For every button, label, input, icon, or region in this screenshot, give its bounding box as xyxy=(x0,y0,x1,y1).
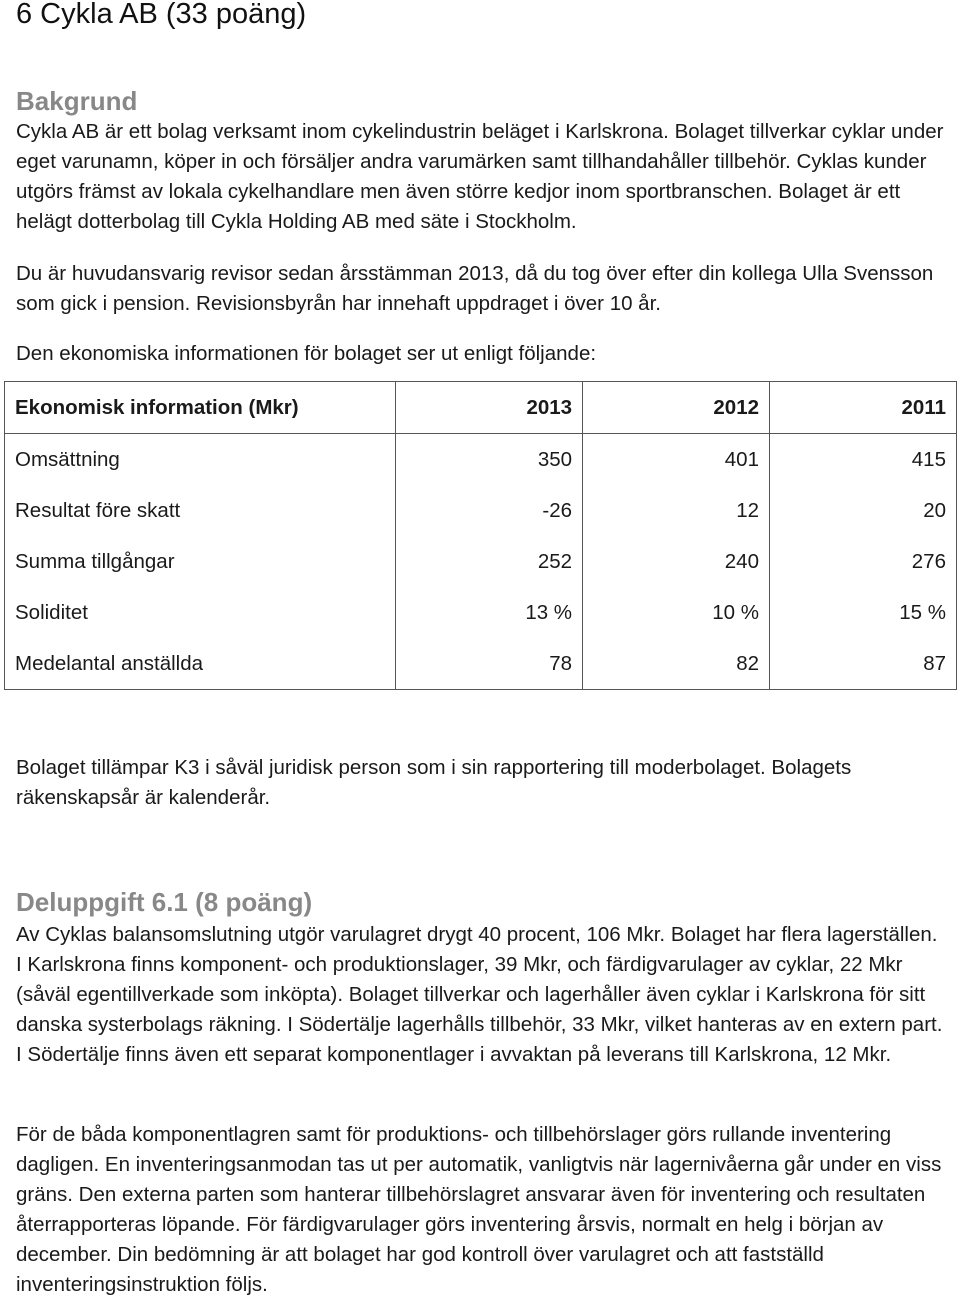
table-cell: 415 xyxy=(770,434,957,486)
table-cell: 401 xyxy=(583,434,770,486)
table-header-cell: 2013 xyxy=(396,382,583,434)
background-heading: Bakgrund xyxy=(16,86,138,116)
table-cell: Medelantal anställda xyxy=(5,638,396,690)
table-cell: Summa tillgångar xyxy=(5,536,396,587)
economic-info-table xyxy=(4,381,957,690)
table-cell: 82 xyxy=(583,638,770,690)
table-cell: 12 xyxy=(583,485,770,536)
table-cell: 78 xyxy=(396,638,583,690)
task-paragraph-1: Av Cyklas balansomslutning utgör varulagret drygt 40 procent, 106 Mkr. Bolaget har flera lagerställen. I Karlskrona finns komponent- och produktionslager, 39 Mkr, och färdigvarulager av cyklar, 22 Mkr (såväl egentillverkade som inköpta). Bolaget tillverkar och lagerhåller även cyklar i Karlskrona för sitt danska systerbolags räkning. I Södertälje lagerhålls tillbehör, 33 Mkr, vilket hanteras av en extern part. I Södertälje finns även ett separat komponentlager i avvaktan på leverans till Karlskrona, 12 Mkr. xyxy=(16,923,943,1066)
table-row xyxy=(5,638,957,690)
table-row xyxy=(5,485,957,536)
background-paragraph-2: Du är huvudansvarig revisor sedan årsstämman 2013, då du tog över efter din kollega Ulla Svensson som gick i pension. Revisionsbyrån har innehaft uppdraget i över 10 år. xyxy=(16,262,934,315)
table-header-cell: 2012 xyxy=(583,382,770,434)
background-paragraph-3: Den ekonomiska informationen för bolaget ser ut enligt följande: xyxy=(16,342,597,365)
table-row xyxy=(5,536,957,587)
table-cell: 20 xyxy=(770,485,957,536)
table-cell: 252 xyxy=(396,536,583,587)
table-header-row xyxy=(5,382,957,434)
task-paragraph-2: För de båda komponentlagren samt för produktions- och tillbehörslager görs rullande inventering dagligen. En inventeringsanmodan tas ut per automatik, vanligtvis när lagernivåerna går under en viss gräns. Den externa parten som hanterar tillbehörslagret ansvarar även för inventering och resultaten återrapporteras löpande. För färdigvarulager görs inventering årsvis, normalt en helg i början av december. Din bedömning är att bolaget har god kontroll över varulagret och att fastställd inventeringsinstruktion följs. xyxy=(16,1123,942,1296)
task-heading: Deluppgift 6.1 (8 poäng) xyxy=(16,887,313,917)
after-table-paragraph: Bolaget tillämpar K3 i såväl juridisk person som i sin rapportering till moderbolaget. Bolagets räkenskapsår är kalenderår. xyxy=(16,756,852,809)
table-cell: Soliditet xyxy=(5,587,396,638)
table-header-cell: 2011 xyxy=(770,382,957,434)
table-cell: Omsättning xyxy=(5,434,396,486)
table-cell: -26 xyxy=(396,485,583,536)
table-cell: Resultat före skatt xyxy=(5,485,396,536)
table-cell: 276 xyxy=(770,536,957,587)
table-cell: 87 xyxy=(770,638,957,690)
table-cell: 240 xyxy=(583,536,770,587)
table-header-cell: Ekonomisk information (Mkr) xyxy=(5,382,396,434)
section-title: 6 Cykla AB (33 poäng) xyxy=(16,0,307,30)
background-paragraph-1: Cykla AB är ett bolag verksamt inom cykelindustrin beläget i Karlskrona. Bolaget tillverkar cyklar under eget varunamn, köper in och försäljer andra varumärken samt tillhandahåller tillbehör. Cyklas kunder utgörs främst av lokala cykelhandlare men även större kedjor inom sportbranschen. Bolaget är ett helägt dotterbolag till Cykla Holding AB med säte i Stockholm. xyxy=(16,120,944,233)
table-cell: 350 xyxy=(396,434,583,486)
table-row xyxy=(5,434,957,486)
table-cell: 15 % xyxy=(770,587,957,638)
table-row xyxy=(5,587,957,638)
table-cell: 13 % xyxy=(396,587,583,638)
table-cell: 10 % xyxy=(583,587,770,638)
